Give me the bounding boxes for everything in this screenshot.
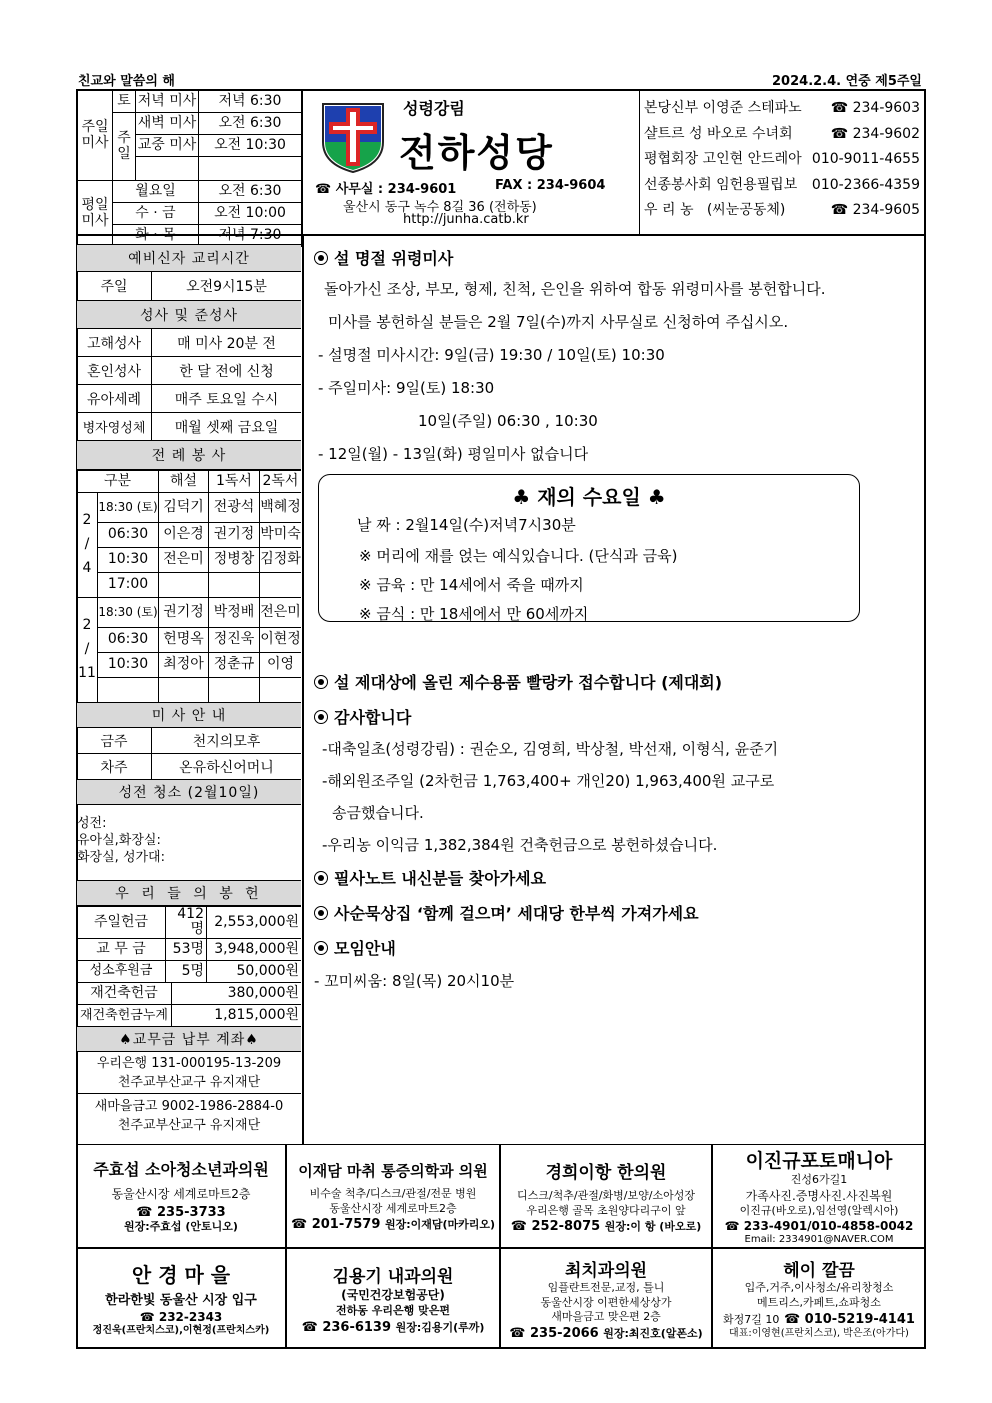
ash-note: ※ 머리에 재를 얹는 예식있습니다. (단식과 금육)	[359, 547, 678, 565]
liturgy-time: 17:00	[98, 573, 159, 598]
ad-owner: 원장:이재담(마카리오)	[384, 1218, 496, 1232]
ash-date: 날 짜 : 2월14일(수)저녁7시30분	[357, 516, 576, 534]
liturgy-person: 정병창	[208, 548, 259, 573]
announcement-heading	[314, 936, 918, 959]
mass-intent-row	[77, 728, 301, 754]
announcements	[314, 246, 918, 464]
offering-table	[77, 906, 301, 983]
logo-area	[302, 90, 640, 234]
liturgy-person: 이은경	[158, 523, 208, 548]
sunday-sub-label: 주일	[113, 113, 136, 181]
ad-phone: ☎ 235-3733	[136, 1204, 226, 1220]
catechumen-time: 오전9시15분	[186, 279, 267, 295]
issue-date: 2024.2.4. 연중 제5주일	[772, 74, 922, 89]
offering-label: 재건축헌금	[77, 983, 172, 1005]
ad-email: Email: 2334901@NAVER.COM	[744, 1233, 894, 1245]
catechumen-title: 예비신자 교리시간	[77, 244, 301, 272]
liturgy-person	[259, 573, 301, 598]
announcement-heading	[314, 866, 918, 889]
offering-amount: 3,948,000원	[207, 938, 302, 960]
cleaning-title: 성전 청소 (2월10일)	[77, 780, 301, 805]
mass-time: 저녁 6:30	[199, 91, 302, 113]
liturgy-person	[259, 678, 301, 703]
heading-text: 설 명절 위령미사	[334, 249, 454, 268]
liturgy-header: 1독서	[208, 471, 259, 493]
ad-line: 메트리스,카페트,쇼파청소	[757, 1296, 881, 1310]
contact-row	[644, 122, 920, 148]
contact-phone: ☎ 234-9603	[830, 100, 920, 116]
ad-box	[500, 1248, 712, 1349]
ad-owner: 원장:최진호(알폰소)	[603, 1327, 703, 1341]
contact-name: 우 리 농 (씨눈공동체)	[644, 202, 786, 218]
ad-line: 동울산시장 이편한세상상가	[540, 1295, 672, 1309]
ad-line: 비수술 척추/디스크/관절/전문 병원	[309, 1186, 477, 1200]
mass-intent-row	[77, 754, 301, 780]
weekday: 화 · 목	[113, 225, 199, 247]
ad-title: 안 경 마 을	[131, 1263, 231, 1288]
sacraments-title: 성사 및 준성사	[77, 301, 301, 329]
sacrament-value: 매주 토요일 수시	[174, 391, 279, 408]
text-line: 미사를 봉헌하실 분들은 2월 7일(수)까지 사무실로 신청하여 주십시오.	[328, 313, 789, 331]
ad-line: 임플란트전문,교정, 틀니	[547, 1280, 665, 1294]
ad-line: 우리은행 골목 초원양다리구이 앞	[526, 1203, 686, 1217]
date-part: 11	[78, 664, 96, 681]
liturgy-person: 김덕기	[158, 493, 208, 523]
announcements-2	[314, 670, 918, 991]
year-theme: 친교와 말씀의 해	[78, 74, 175, 89]
liturgy-person: 박미숙	[259, 523, 301, 548]
liturgy-person: 박정배	[208, 598, 259, 628]
liturgy-table	[77, 470, 301, 703]
offering-title: 우 리 들 의 봉 헌	[77, 881, 301, 906]
ad-phone: ☎ 201-7579	[290, 1217, 381, 1233]
parish-name: 전하성당	[399, 130, 554, 175]
ad-line: 입주,거주,이사청소/유리창청소	[744, 1281, 894, 1295]
text-line: 송금했습니다.	[332, 804, 424, 822]
ads-grid	[76, 1144, 926, 1349]
ad-owner: 원장:김용기(루까)	[395, 1320, 485, 1334]
sacrament-value: 매 미사 20분 전	[177, 335, 276, 352]
account-title: ♠교무금 납부 계좌♠	[77, 1027, 301, 1052]
sacrament-label: 유아세례	[77, 385, 152, 412]
date-part: /	[84, 641, 90, 658]
ad-title: 이재담 마취 통증의학과 의원	[298, 1161, 488, 1180]
liturgy-time: 18:30 (토)	[98, 493, 159, 523]
empty-cell	[136, 157, 199, 181]
liturgy-person: 이현정	[259, 628, 301, 653]
ad-title: 김용기 내과의원	[332, 1267, 454, 1288]
ash-note: ※ 금식 : 만 18세에서 만 60세까지	[359, 605, 589, 623]
liturgy-person	[158, 678, 208, 703]
ad-line: 가족사진.증명사진.사진복원	[745, 1188, 893, 1203]
weekday-time: 오전 10:00	[199, 203, 302, 225]
contact-name: 본당신부 이영준 스테파노	[644, 100, 802, 116]
liturgy-person: 최정아	[158, 653, 208, 678]
text-line: 10일(주일) 06:30 , 10:30	[418, 412, 598, 430]
church-logo-icon	[319, 98, 387, 174]
offering-count: 53명	[166, 938, 207, 960]
ad-line: 전하동 우리은행 맞은편	[336, 1303, 450, 1317]
ad-phone: ☎ 236-6139	[301, 1319, 392, 1335]
bullet-icon	[314, 710, 328, 724]
mass-intent-label: 차주	[77, 754, 152, 779]
liturgy-time: 10:30	[98, 548, 159, 573]
liturgy-person: 헌명옥	[158, 628, 208, 653]
weekday-time: 저녁 7:30	[199, 225, 302, 247]
heading-text: 필사노트 내신분들 찾아가세요	[334, 869, 547, 888]
week1-date	[77, 493, 98, 598]
ad-line: 화정7길 10	[723, 1313, 780, 1327]
sacrament-value: 매월 셋째 금요일	[174, 419, 279, 436]
mass-time: 오전 10:30	[199, 135, 302, 157]
cleaning-line: 성전:	[77, 816, 107, 831]
mass-name: 저녁 미사	[136, 91, 199, 113]
mass-time: 오전 6:30	[199, 113, 302, 135]
ad-contact	[723, 1311, 915, 1327]
date-part: 2	[82, 512, 92, 529]
contacts-list	[644, 96, 920, 224]
ad-line: 동울산시장 세계로마트2층	[111, 1187, 251, 1202]
ad-box	[76, 1248, 286, 1349]
offering-label: 재건축헌금누계	[77, 1005, 172, 1027]
mass-intent-value: 천지의모후	[192, 733, 261, 750]
ad-contact	[291, 1216, 495, 1232]
liturgy-time: 06:30	[98, 523, 159, 548]
offering-count: 5명	[166, 960, 207, 982]
ad-owner: 정진욱(프란치스코),이현정(프란치스카)	[92, 1325, 270, 1337]
mass-name: 새벽 미사	[136, 113, 199, 135]
mass-intent-title: 미 사 안 내	[77, 703, 301, 728]
ad-line: 새마을금고 맞은편 2층	[551, 1310, 661, 1324]
cleaning-line: 유아실,화장실:	[77, 833, 161, 848]
text-line: -대축일초(성령강림) : 권순오, 김영희, 박상철, 박선재, 이형식, 윤준기	[322, 740, 779, 758]
date-part: 2	[82, 617, 92, 634]
text-line: -우리농 이익금 1,382,384원 건축헌금으로 봉헌하셨습니다.	[322, 836, 718, 854]
contact-phone: ☎ 234-9605	[830, 202, 920, 218]
ad-contact	[509, 1325, 702, 1341]
contact-name: 선종봉사회 임헌용필립보	[644, 176, 798, 193]
catechumen-row	[77, 272, 301, 301]
text-line: - 꼬미씨움: 8일(목) 20시10분	[314, 972, 515, 990]
ad-box	[286, 1144, 500, 1248]
liturgy-person	[158, 573, 208, 598]
contact-phone: 010-2366-4359	[811, 176, 920, 193]
liturgy-person: 이영	[259, 653, 301, 678]
contact-name: 평협회장 고인현 안드레아	[644, 151, 802, 167]
contact-phone: ☎ 234-9602	[830, 125, 920, 142]
ad-phone: ☎ 252-8075	[510, 1219, 601, 1235]
text-line: - 주일미사: 9일(토) 18:30	[318, 379, 495, 397]
date-part: /	[84, 536, 90, 553]
liturgy-person: 전은미	[158, 548, 208, 573]
heading-text: 감사합니다	[334, 708, 412, 727]
ash-wednesday-box	[318, 474, 860, 622]
sidebar	[77, 244, 301, 1136]
sacrament-value: 한 달 전에 신청	[179, 363, 274, 380]
mass-name: 교중 미사	[136, 135, 199, 157]
ad-contact	[302, 1319, 485, 1335]
mass-intent-value: 온유하신어머니	[179, 759, 274, 776]
ad-phone: ☎ 232-2343	[139, 1310, 223, 1325]
liturgy-person: 권기정	[158, 598, 208, 628]
ad-line: (국민건강보험공단)	[341, 1288, 445, 1303]
liturgy-person: 전은미	[259, 598, 301, 628]
saturday-label: 토	[113, 91, 136, 113]
liturgy-person	[208, 573, 259, 598]
liturgy-time: 10:30	[98, 653, 159, 678]
ad-box	[286, 1248, 500, 1349]
logo-subtitle: 성령강림	[403, 99, 465, 118]
offering-amount: 380,000원	[172, 983, 302, 1005]
ad-line: 한라한빛 동울산 시장 입구	[105, 1293, 257, 1309]
bullet-icon	[314, 675, 328, 689]
contact-row	[644, 173, 920, 199]
ad-phone: ☎ 010-5219-4141	[783, 1312, 915, 1328]
week2-date	[77, 598, 98, 703]
fax: FAX : 234-9604	[495, 178, 606, 193]
account-number: 새마을금고 9002-1986-2884-0	[94, 1099, 284, 1115]
contact-name: 샬트르 성 바오로 수녀회	[644, 125, 793, 142]
liturgy-person: 백혜정	[259, 493, 301, 523]
office-phone: ☎ 사무실 : 234-9601	[315, 182, 457, 197]
ash-note: ※ 금육 : 만 14세에서 죽을 때까지	[359, 576, 584, 594]
address: 울산시 동구 녹수 8길 36 (전하동)	[343, 200, 537, 215]
text-line: 돌아가신 조상, 부모, 형제, 친척, 은인을 위하여 합동 위령미사를 봉헌합니다.	[324, 280, 826, 298]
bullet-icon	[314, 251, 328, 265]
ad-line: 디스크/척추/관절/화병/보양/소아성장	[517, 1188, 695, 1202]
ad-phone: ☎ 233-4901/010-4858-0042	[724, 1218, 914, 1233]
account-box	[77, 1094, 301, 1136]
offering-amount: 2,553,000원	[207, 907, 302, 939]
liturgy-header: 해설	[158, 471, 208, 493]
mass-intent-label: 금주	[77, 728, 152, 753]
weekday: 수 · 금	[113, 203, 199, 225]
ad-line: 이진규(바오로),임선영(알렉시아)	[739, 1203, 899, 1217]
bullet-icon	[314, 906, 328, 920]
sunday-mass-label: 주일미사	[78, 91, 113, 181]
sacrament-row	[77, 385, 301, 413]
date-part: 4	[82, 559, 92, 576]
website-link[interactable]: http://junha.catb.kr	[403, 212, 529, 227]
liturgy-person: 정진욱	[208, 628, 259, 653]
liturgy-person: 권기정	[208, 523, 259, 548]
liturgy-header: 2독서	[259, 471, 301, 493]
offering-amount: 1,815,000원	[172, 1005, 302, 1027]
weekday: 월요일	[113, 181, 199, 203]
heading-text: 설 제대상에 올린 제수용품 빨랑카 접수합니다 (제대회)	[334, 673, 723, 692]
ad-owner: 대표:이영현(프란치스코), 박은조(아가다)	[729, 1328, 909, 1340]
ad-box	[76, 1144, 286, 1248]
building-fund-table	[77, 983, 301, 1028]
liturgy-title: 전 례 봉 사	[77, 441, 301, 470]
offering-label: 주일헌금	[77, 907, 166, 939]
ad-title: 경희이항 한의원	[545, 1162, 667, 1183]
sacrament-row	[77, 357, 301, 385]
contact-row	[644, 96, 920, 122]
cleaning-line: 화장실, 성가대:	[77, 850, 165, 865]
heading-text: 모임안내	[334, 939, 396, 958]
ad-line: 동울산시장 세계로마트2층	[329, 1201, 457, 1215]
offering-label: 성소후원금	[77, 960, 166, 982]
liturgy-person: 전광석	[208, 493, 259, 523]
ad-title: 최치과의원	[564, 1260, 648, 1281]
sacrament-label: 병자영성체	[77, 413, 152, 440]
heading-text: 사순묵상집 ‘함께 걸으며’ 세대당 한부씩 가져가세요	[334, 904, 699, 923]
announcement-heading	[314, 670, 918, 693]
ad-title: 이진규포토매니아	[745, 1149, 893, 1172]
ad-line: 진성6가길1	[790, 1172, 848, 1186]
contact-phone: 010-9011-4655	[811, 151, 920, 167]
liturgy-time: 06:30	[98, 628, 159, 653]
text-line: -해외원조주일 (2차헌금 1,763,400+ 개인20) 1,963,400원 교구로	[322, 772, 775, 790]
ad-contact	[511, 1218, 701, 1234]
header-divider	[76, 234, 926, 236]
account-box	[77, 1052, 301, 1094]
announcement-heading	[314, 705, 918, 728]
weekday-time: 오전 6:30	[199, 181, 302, 203]
ad-owner: 원장:주효섭 (안토니오)	[124, 1219, 238, 1233]
text-line: - 설명절 미사시간: 9일(금) 19:30 / 10일(토) 10:30	[318, 346, 665, 364]
liturgy-header: 구분	[77, 471, 158, 493]
account-holder: 천주교부산교구 유지재단	[117, 1118, 261, 1134]
ad-box	[712, 1144, 926, 1248]
sacrament-label: 혼인성사	[77, 357, 152, 384]
liturgy-person: 정춘규	[208, 653, 259, 678]
offering-amount: 50,000원	[207, 960, 302, 982]
ash-title: ♣ 재의 수요일 ♣	[512, 485, 666, 509]
sidebar-divider	[302, 234, 304, 1144]
ad-owner: 원장:이 항 (바오로)	[604, 1220, 702, 1234]
account-number: 우리은행 131-000195-13-209	[96, 1056, 282, 1072]
mass-schedule-table	[77, 90, 302, 247]
contact-row	[644, 198, 920, 224]
contact-row	[644, 147, 920, 173]
text-line: - 12일(월) - 13일(화) 평일미사 없습니다	[318, 445, 589, 463]
sacrament-label: 고해성사	[77, 329, 152, 356]
ad-title: 헤이 깔끔	[783, 1261, 855, 1282]
empty-cell	[199, 157, 302, 181]
liturgy-person: 김정화	[259, 548, 301, 573]
ad-phone: ☎ 235-2066	[509, 1326, 599, 1342]
catechumen-label: 주일	[77, 272, 152, 300]
bullet-icon	[314, 871, 328, 885]
ad-box	[500, 1144, 712, 1248]
sacrament-row	[77, 329, 301, 357]
offering-count: 412명	[166, 907, 207, 939]
ad-title: 주효섭 소아청소년과의원	[93, 1160, 269, 1180]
announcement-heading	[314, 246, 918, 269]
weekday-mass-label: 평일미사	[78, 181, 113, 247]
announcement-heading	[314, 901, 918, 924]
cleaning-list	[77, 805, 301, 881]
bullet-icon	[314, 941, 328, 955]
liturgy-person	[208, 678, 259, 703]
liturgy-time	[98, 678, 159, 703]
offering-label: 교 무 금	[77, 938, 166, 960]
sacrament-row	[77, 413, 301, 441]
liturgy-time: 18:30 (토)	[98, 598, 159, 628]
account-holder: 천주교부산교구 유지재단	[117, 1075, 261, 1091]
ad-box	[712, 1248, 926, 1349]
